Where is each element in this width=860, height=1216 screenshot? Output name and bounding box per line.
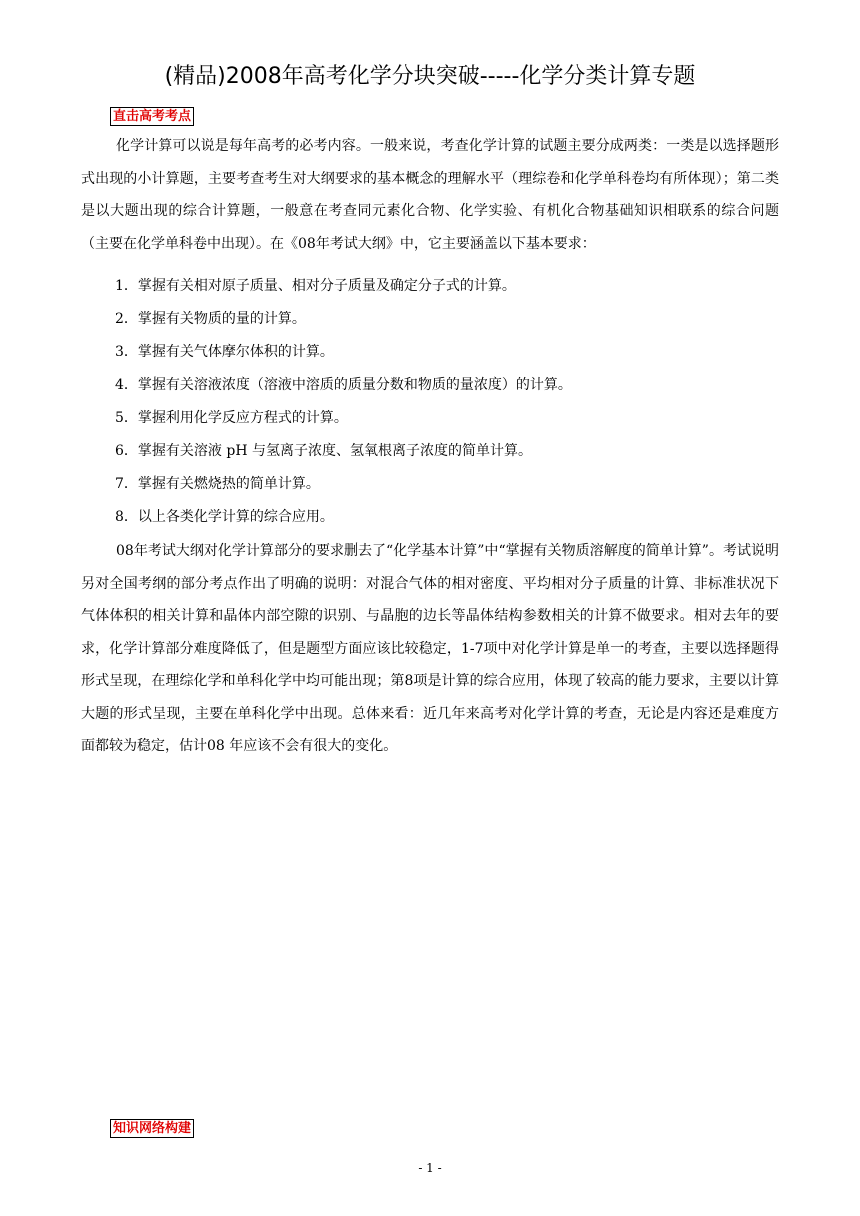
section-tag-knowledge-network: 知识网络构建 [110, 1119, 194, 1138]
analysis-paragraph: 08年考试大纲对化学计算部分的要求删去了“化学基本计算”中“掌握有关物质溶解度的简单计算”。考试说明另对全国考纲的部分考点作出了明确的说明：对混合气体的相对密度、平均相对分子质量的计算、非标准状况下气体体积的相关计算和晶体内部空隙的识别、与晶胞的边长等晶体结构参数相关的计算不做要求。相对去年的要求，化学计算部分难度降低了，但是题型方面应该比较稳定，1-7项中对化学计算是单一的考查，主要以选择题得形式呈现，在理综化学和单科化学中均可能出现；第8项是计算的综合应用，体现了较高的能力要求，主要以计算大题的形式呈现，主要在单科化学中出现。总体来看：近几年来高考对化学计算的考查，无论是内容还是难度方面都较为稳定，估计08 年应该不会有很大的变化。 [81, 543, 779, 754]
list-item: 6．掌握有关溶液 pH 与氢离子浓度、氢氧根离子浓度的简单计算。 [115, 443, 532, 459]
requirements-list [115, 270, 572, 534]
document-title: (精品)2008年高考化学分块突破-----化学分类计算专题 [164, 64, 696, 89]
section-tag-exam-points: 直击高考考点 [110, 107, 194, 126]
list-item: 5．掌握利用化学反应方程式的计算。 [115, 410, 348, 426]
list-item: 8．以上各类化学计算的综合应用。 [115, 509, 334, 525]
list-item: 7．掌握有关燃烧热的简单计算。 [115, 476, 320, 492]
list-item: 3．掌握有关气体摩尔体积的计算。 [115, 344, 334, 360]
list-item: 4．掌握有关溶液浓度（溶液中溶质的质量分数和物质的量浓度）的计算。 [115, 377, 572, 393]
page-number: - 1 - [418, 1161, 442, 1175]
intro-paragraph: 化学计算可以说是每年高考的必考内容。一般来说，考查化学计算的试题主要分成两类：一类是以选择题形式出现的小计算题，主要考查考生对大纲要求的基本概念的理解水平（理综卷和化学单科卷均有所体现）；第二类是以大题出现的综合计算题，一般意在考查同元素化合物、化学实验、有机化合物基础知识相联系的综合问题（主要在化学单科卷中出现）。在《08年考试大纲》中，它主要涵盖以下基本要求： [81, 138, 779, 252]
list-item: 2．掌握有关物质的量的计算。 [115, 311, 306, 327]
list-item: 1．掌握有关相对原子质量、相对分子质量及确定分子式的计算。 [115, 278, 516, 294]
